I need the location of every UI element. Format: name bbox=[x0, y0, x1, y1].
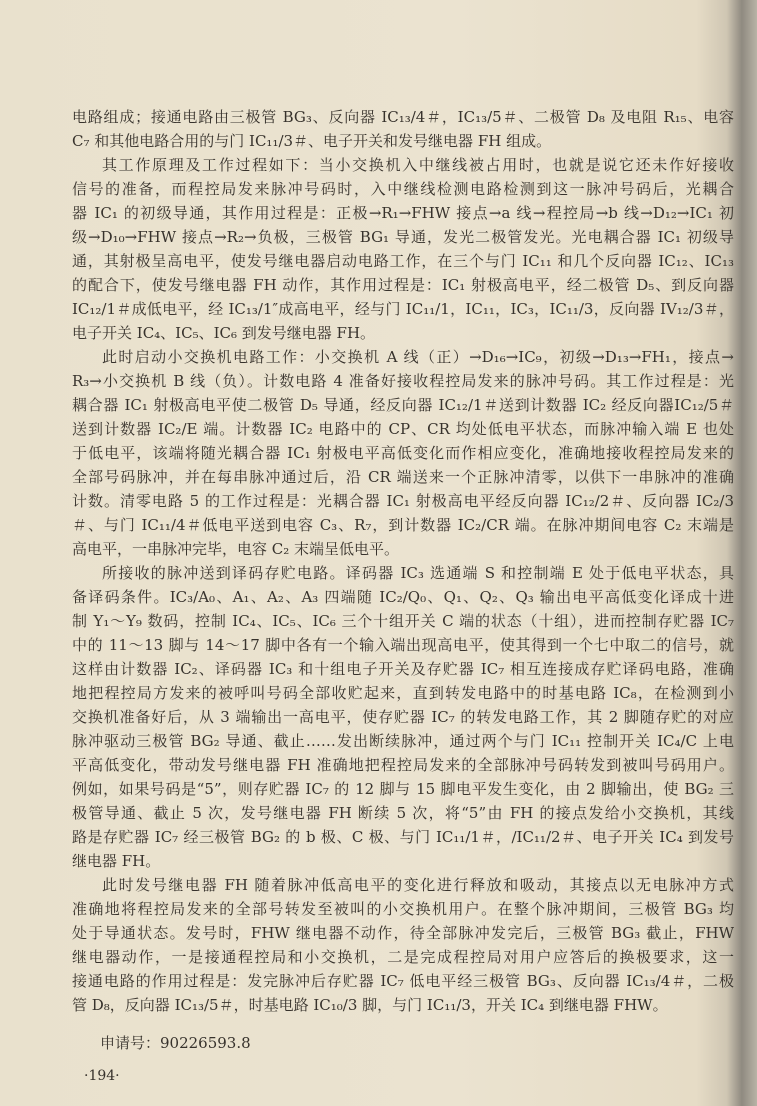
text-line: 此时发号继电器 FH 随着脉冲低高电平的变化进行释放和吸动，其接点以无电脉冲方式 bbox=[102, 876, 734, 894]
text-line: 器 IC₁ 的初级导通，其作用过程是：正极→R₁→FHW 接点→a 线→程控局→b 线→D₁₂→IC₁ 初 bbox=[72, 204, 734, 222]
text-line: 路是存贮器 IC₇ 经三极管 BG₂ 的 b 极、C 极、与门 IC₁₁/1＃，/IC₁₁/2＃、电子开关 IC₄ 到发号 bbox=[72, 828, 734, 846]
text-line: 例如，如果号码是“5”，则存贮器 IC₇ 的 12 脚与 15 脚电平发生变化，由 2 脚输出，使 BG₂ 三 bbox=[72, 780, 734, 798]
text-line: 准确地将程控局发来的全部号转发至被叫的小交换机用户。在整个脉冲期间，三极管 BG₃ 均 bbox=[72, 900, 734, 918]
text-line: 信号的准备，而程控局发来脉冲号码时，入中继线检测电路检测到这一脉冲号码后，光耦合 bbox=[72, 180, 734, 198]
text-line: 计数。清零电路 5 的工作过程是：光耦合器 IC₁ 射极高电平经反向器 IC₁₂/2＃、反向器 IC₂/3 bbox=[72, 492, 734, 510]
text-line: 平高低变化，带动发号继电器 FH 准确地把程控局发来的全部脉冲号码转发到被叫号码用户。 bbox=[72, 756, 734, 774]
text-line: 接通电路的作用过程是：发完脉冲后存贮器 IC₇ 低电平经三极管 BG₃、反向器 IC₁₃/4＃，二极 bbox=[72, 972, 734, 990]
paragraph bbox=[72, 345, 734, 561]
text-line: 管 D₈，反向器 IC₁₃/5＃，时基电路 IC₁₀/3 脚，与门 IC₁₁/3，开关 IC₄ 到继电器 FHW。 bbox=[72, 996, 668, 1014]
text-line: 耦合器 IC₁ 射极高电平使二极管 D₅ 导通，经反向器 IC₁₂/1＃送到计数器 IC₂ 经反向器IC₁₂/5＃ bbox=[72, 396, 734, 414]
text-line: 中的 11～13 脚与 14～17 脚中各有一个输入端出现高电平，使其得到一个七中取二的信号，就 bbox=[72, 636, 734, 654]
text-line: 地把程控局方发来的被呼叫号码全部收贮起来，直到转发电路中的时基电路 IC₈，在检测到小 bbox=[72, 684, 734, 702]
text-line: 此时启动小交换机电路工作：小交换机 A 线（正）→D₁₆→IC₉，初级→D₁₃→FH₁，接点→ bbox=[102, 348, 734, 366]
text-line: IC₁₂/1＃成低电平，经 IC₁₃/1″成高电平，经与门 IC₁₁/1，IC₁₁，IC₃，IC₁₁/3，反向器 IV₁₂/3＃， bbox=[72, 300, 734, 318]
text-line: C₇ 和其他电路合用的与门 IC₁₁/3＃、电子开关和发号继电器 FH 组成。 bbox=[72, 132, 552, 150]
text-line: 于低电平，该端将随光耦合器 IC₁ 射极电平高低变化而作相应变化，准确地接收程控局发来的 bbox=[72, 444, 734, 462]
text-line: 备译码条件。IC₃/A₀、A₁、A₂、A₃ 四端随 IC₂/Q₀、Q₁、Q₂、Q₃ 输出电平高低变化译成十进 bbox=[72, 588, 734, 606]
text-line: 其工作原理及工作过程如下：当小交换机入中继线被占用时，也就是说它还未作好接收 bbox=[102, 156, 734, 174]
text-line: 极管导通、截止 5 次，发号继电器 FH 断续 5 次，将“5”由 FH 的接点发给小交换机，其线 bbox=[72, 804, 734, 822]
text-line: 制 Y₁～Y₉ 数码，控制 IC₄、IC₅、IC₆ 三个十组开关 C 端的状态（十组），进而控制存贮器 IC₇ bbox=[72, 612, 734, 630]
text-line: 处于导通状态。发号时，FHW 继电器不动作，待全部脉冲发完后，三极管 BG₃ 截止，FHW bbox=[72, 924, 734, 942]
text-line: 继电器动作，一是接通程控局和小交换机，二是完成程控局对用户应答后的换极要求，这一 bbox=[72, 948, 734, 966]
paragraph bbox=[72, 105, 734, 153]
text-line: 电子开关 IC₄、IC₅、IC₆ 到发号继电器 FH。 bbox=[72, 324, 376, 342]
page-number: ·194· bbox=[84, 1068, 120, 1084]
text-line: 脉冲驱动三极管 BG₂ 导通、截止……发出断续脉冲，通过两个与门 IC₁₁ 控制开关 IC₄/C 上电 bbox=[72, 732, 734, 750]
text-line: 送到计数器 IC₂/E 端。计数器 IC₂ 电路中的 CP、CR 均处低电平状态，而脉冲输入端 E 也处 bbox=[72, 420, 734, 438]
text-line: 电路组成；接通电路由三极管 BG₃、反向器 IC₁₃/4＃，IC₁₃/5＃、二极管 D₈ 及电阻 R₁₅、电容 bbox=[72, 108, 734, 126]
text-line: R₃→小交换机 B 线（负）。计数电路 4 准备好接收程控局发来的脉冲号码。其工作过程是：光 bbox=[72, 372, 734, 390]
text-line: 高电平，一串脉冲完毕，电容 C₂ 末端呈低电平。 bbox=[72, 540, 400, 558]
document-body bbox=[72, 105, 734, 1017]
text-line: 继电器 FH。 bbox=[72, 852, 161, 870]
text-line: 的配合下，使发号继电器 FH 动作，其作用过程是：IC₁ 射极高电平，经二极管 D₅、到反向器 bbox=[72, 276, 734, 294]
paragraph bbox=[72, 561, 734, 873]
text-line: 通，其射极呈高电平，使发号继电器启动电路工作，在三个与门 IC₁₁ 和几个反向器 IC₁₂、IC₁₃ bbox=[72, 252, 734, 270]
text-line: ＃、与门 IC₁₁/4＃低电平送到电容 C₃、R₇，到计数器 IC₂/CR 端。在脉冲期间电容 C₂ 末端是 bbox=[72, 516, 734, 534]
application-number: 申请号：90226593.8 bbox=[100, 1034, 251, 1052]
text-line: 这样由计数器 IC₂、译码器 IC₃ 和十组电子开关及存贮器 IC₇ 相互连接成存贮译码电路，准确 bbox=[72, 660, 734, 678]
text-line: 级→D₁₀→FHW 接点→R₂→负极，三极管 BG₁ 导通，发光二极管发光。光电耦合器 IC₁ 初级导 bbox=[72, 228, 734, 246]
text-line: 交换机准备好后，从 3 端输出一高电平，使存贮器 IC₇ 的转发电路工作，其 2 脚随存贮的对应 bbox=[72, 708, 734, 726]
paragraph bbox=[72, 153, 734, 345]
paragraph bbox=[72, 873, 734, 1017]
text-line: 全部号码脉冲，并在每串脉冲通过后，沿 CR 端送来一个正脉冲清零，以供下一串脉冲的准确 bbox=[72, 468, 734, 486]
text-line: 所接收的脉冲送到译码存贮电路。译码器 IC₃ 选通端 S 和控制端 E 处于低电平状态，具 bbox=[102, 564, 734, 582]
